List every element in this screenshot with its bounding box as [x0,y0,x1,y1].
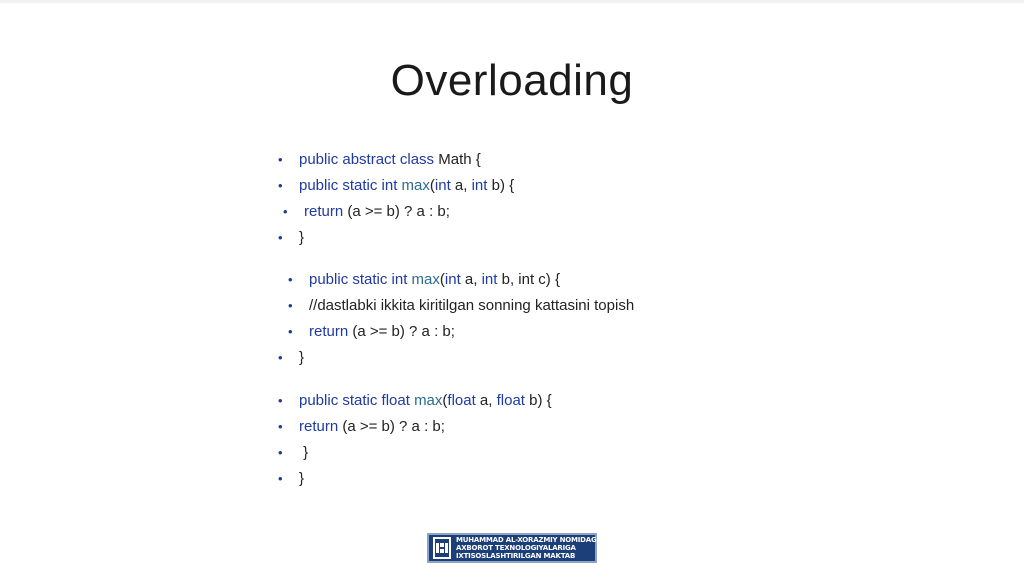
bullet-icon: • [278,178,283,193]
school-name-line2: AXBOROT TEXNOLOGIYALARIGA [456,544,576,552]
code-token: ( [429,177,435,194]
code-token: //dastlabki ikkita kiritilgan sonning kattasini topish [309,297,635,314]
school-emblem-icon [433,537,451,559]
code-token: int [471,177,488,194]
school-logo [427,533,597,563]
code-token: public static int [309,271,412,288]
bullet-icon: • [278,471,283,486]
bullet-icon: • [278,419,283,434]
code-token: return [309,323,349,340]
code-token: } [299,229,305,246]
code-token: (a >= b) ? a : b; [343,203,450,220]
code-token: max [401,177,430,194]
code-token: b) { [487,177,515,194]
code-line [278,417,445,437]
code-line [278,469,304,489]
school-name-line1: MUHAMMAD AL-XORAZMIY NOMIDAGI [456,536,599,544]
bullet-icon: • [288,324,293,339]
code-token: } [299,444,309,461]
code-token: public static float [299,392,415,409]
code-token: int [434,177,451,194]
code-token: a, [475,392,497,409]
code-token: return [304,203,344,220]
code-line [278,176,514,196]
slide-title: Overloading [390,56,634,105]
code-token: b, int c) { [497,271,560,288]
bullet-icon: • [283,204,288,219]
code-token: public static int [299,177,402,194]
code-token: public abstract class [299,151,435,168]
bullet-icon: • [288,272,293,287]
code-line [288,270,560,290]
code-token: ( [439,271,445,288]
top-divider [0,0,1024,3]
code-line [278,348,304,368]
code-line [278,150,481,170]
code-token: } [299,349,305,366]
code-line [288,322,455,342]
code-token: a, [450,177,472,194]
code-line [288,296,634,316]
code-token: Math { [434,151,481,168]
bullet-icon: • [278,230,283,245]
code-line [278,391,552,411]
school-name-line3: IXTISOSLASHTIRILGAN MAKTAB [456,552,576,560]
bullet-icon: • [278,152,283,167]
code-token: } [299,470,305,487]
bullet-icon: • [288,298,293,313]
code-token: int [481,271,498,288]
code-line [283,202,450,222]
code-token: b) { [524,392,552,409]
bullet-icon: • [278,445,283,460]
code-token: a, [460,271,482,288]
code-token: max [414,392,443,409]
code-token: return [299,418,339,435]
code-token: ( [442,392,448,409]
bullet-icon: • [278,393,283,408]
code-line [278,443,308,463]
code-token: int [444,271,461,288]
code-token: (a >= b) ? a : b; [348,323,455,340]
bullet-icon: • [278,350,283,365]
school-name [456,536,599,560]
code-line [278,228,304,248]
code-token: float [447,392,476,409]
code-token: (a >= b) ? a : b; [338,418,445,435]
code-token: float [496,392,525,409]
code-token: max [411,271,440,288]
